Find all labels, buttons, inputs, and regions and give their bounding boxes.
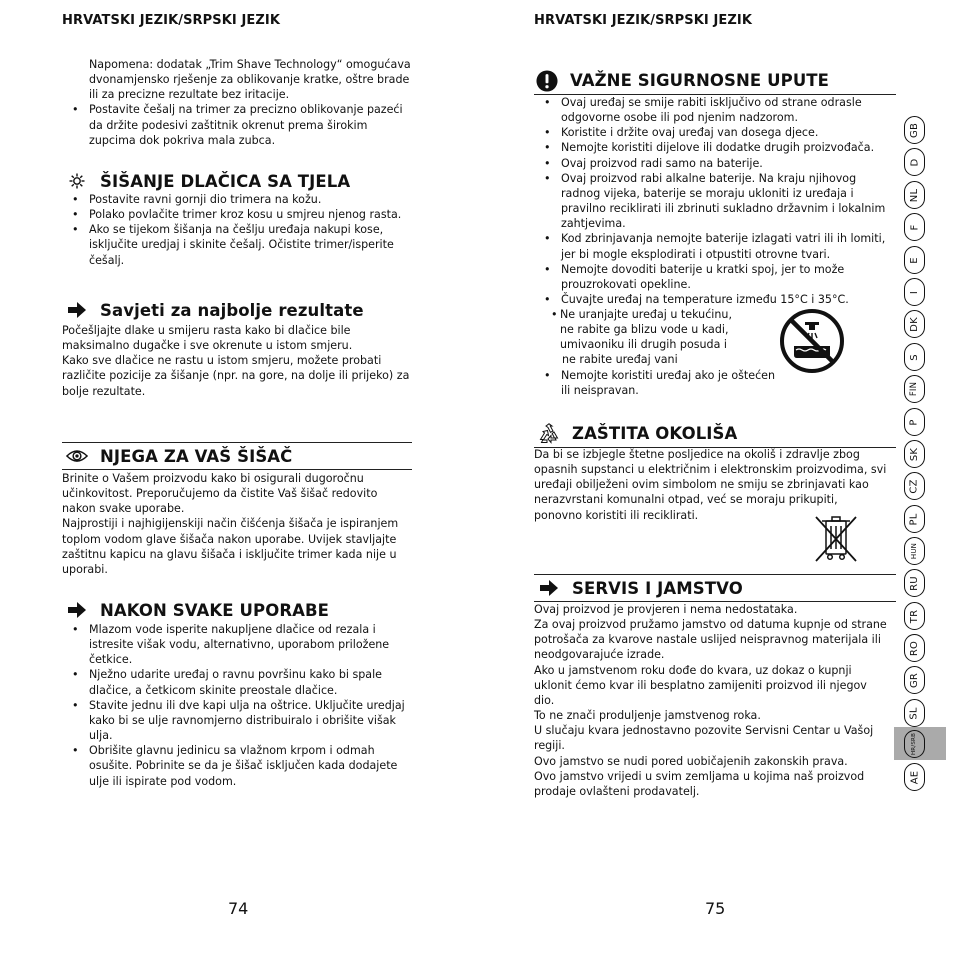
- paragraph: U slučaju kvara jednostavno pozovite Servisni Centar u Vašoj regiji.: [534, 724, 874, 753]
- intro-note-line: Napomena: dodatak „Trim Shave Technology“ omogućava: [89, 58, 411, 71]
- intro-bullets: [62, 102, 412, 147]
- safety-last-bullet: [534, 368, 784, 398]
- no-water-bath-icon: [779, 308, 845, 378]
- language-tab[interactable]: [904, 213, 925, 241]
- paragraph: Počešljajte dlake u smijeru rasta kako bi dlačice bile maksimalno dugačke i sve okrenute u istom smjeru.: [62, 324, 353, 353]
- recycle-icon: [538, 423, 560, 445]
- service-heading: [534, 574, 896, 602]
- list-item: • Postavite češalj na trimer za precizno oblikovanje pazeći da držite podesivi zaštitnik okrenut prema širokim zupcima dok pokriva mala zubca.: [62, 102, 412, 147]
- water-line: ne rabite ga blizu vode u kadi,: [560, 323, 729, 337]
- language-tab[interactable]: [904, 505, 925, 533]
- body-trim-bullets: [62, 192, 412, 268]
- safety-heading: [534, 67, 896, 95]
- language-tab-label: RO: [908, 640, 920, 656]
- paragraph: Ovaj proizvod je provjeren i nema nedostataka.: [534, 603, 798, 616]
- language-tab-label: S: [909, 353, 920, 361]
- arrow-right-icon: [538, 577, 560, 599]
- language-tab-label: CZ: [908, 478, 920, 494]
- section-title: Savjeti za najbolje rezultate: [100, 300, 364, 320]
- list-item: • Kod zbrinjavanja nemojte baterije izlagati vatri ili ih lomiti, jer bi mogle eksplodirati i otpustiti otrovne tvari.: [534, 231, 896, 261]
- language-tab-label: GB: [908, 122, 920, 138]
- paragraph: To ne znači produljenje jamstvenog roka.: [534, 709, 761, 723]
- language-tab[interactable]: [904, 440, 925, 468]
- language-tab-label: E: [909, 256, 920, 264]
- left-page: [62, 0, 412, 954]
- section-title: NJEGA ZA VAŠ ŠIŠAČ: [100, 446, 293, 466]
- language-tab-label: PL: [908, 512, 920, 526]
- language-tab-label: TR: [909, 609, 920, 623]
- language-tab[interactable]: [904, 634, 925, 662]
- paragraph: Ako u jamstvenom roku dođe do kvara, uz dokaz o kupnji uklonit ćemo kvar ili besplatno zamijeniti proizvod ili njegov dio.: [534, 663, 867, 707]
- right-page: [534, 0, 896, 954]
- list-item: • Nemojte dovoditi baterije u kratki spoj, jer to može prouzrokovati opekline.: [534, 262, 896, 292]
- list-item: • Ovaj proizvod radi samo na baterije.: [534, 156, 896, 171]
- language-tab-label: FIN: [909, 381, 920, 397]
- language-tabs: [894, 112, 946, 802]
- language-tab-label: RU: [908, 575, 920, 591]
- list-item: • Stavite jednu ili dve kapi ulja na oštrice. Uključite uredjaj kako bi se ulje ravnomjerno distribuiralo i obrišite višak ulja.: [62, 698, 412, 743]
- language-tab-label: F: [908, 224, 920, 230]
- list-item: • Obrišite glavnu jedinicu sa vlažnom krpom i odmah osušite. Pobrinite se da je šišač isključen kada dodajete ulje ili ispirate pod vodom.: [62, 743, 412, 788]
- paragraph: Najprostiji i najhigijenskiji način čišćenja šišača je ispiranjem toplom vodom glave šišača nakon uporabe. Uvijek stavljajte zaštitnu kapicu na glavu šišača i isključite trimer kada nije u uporabi.: [62, 517, 399, 576]
- section-title: NAKON SVAKE UPORABE: [100, 600, 330, 620]
- after-use-heading: [62, 598, 412, 622]
- section-title: ŠIŠANJE DLAČICA SA TJELA: [100, 171, 351, 191]
- language-tab[interactable]: [904, 246, 925, 274]
- intro-note-line: dvonamjensko rješenje za oblikovanje kratke, oštre brade: [89, 73, 410, 87]
- list-item: • Ovaj uređaj se smije rabiti isključivo od strane odrasle odgovorne osobe ili pod njenim nadzorom.: [534, 95, 896, 125]
- language-tab-label: HUN: [910, 542, 919, 560]
- paragraph: Ovo jamstvo vrijedi u svim zemljama u kojima naš proizvod prodaje ovlašteni prodavatelj.: [534, 769, 865, 798]
- language-tab-label: SK: [909, 447, 920, 461]
- language-tab[interactable]: [904, 278, 925, 306]
- language-tab[interactable]: [904, 699, 925, 727]
- tips-heading: [62, 298, 412, 322]
- language-tab[interactable]: [904, 148, 925, 176]
- language-tab[interactable]: [904, 763, 925, 791]
- paragraph: Da bi se izbjegle štetne posljedice na okoliš i zdravlje zbog opasnih supstanci u električnim i elektronskim proizvodima, svi uređaji obilježeni ovim simbolom ne smiju se zbrinjavati kao nerazvrstani komunalni otpad, već se moraju prikupiti, ponovno koristiti ili reciklirati.: [534, 448, 887, 522]
- page-number: 74: [228, 899, 249, 918]
- paragraph: Kako sve dlačice ne rastu u istom smjeru, možete probati različite pozicije za šišanje (npr. na gore, na dolje ili prijeko) za bolje rezultate.: [62, 354, 410, 398]
- tips-text: [62, 323, 412, 399]
- environment-text: [534, 447, 889, 523]
- list-item: • Postavite ravni gornji dio trimera na kožu.: [62, 192, 412, 207]
- paragraph: Brinite o Vašem proizvodu kako bi osigurali dugoročnu učinkovitost. Preporučujemo da čistite Vaš šišač redovito nakon svake uporabe.: [62, 472, 378, 516]
- language-tab[interactable]: [904, 181, 925, 209]
- language-tab-label: HR/SRB: [911, 732, 918, 756]
- language-tab[interactable]: [904, 343, 925, 371]
- list-item: • Koristite i držite ovaj uređaj van dosega djece.: [534, 125, 896, 140]
- water-line: umivaoniku ili drugih posuda i: [560, 338, 728, 352]
- list-item: • Nemojte koristiti dijelove ili dodatke drugih proizvođača.: [534, 140, 896, 155]
- language-tab[interactable]: [904, 537, 925, 565]
- sun-star-icon: [66, 170, 88, 192]
- list-item: • Mlazom vode isperite nakupljene dlačice od rezala i istresite višak vodu, alternativno, uporabom priložene četkice.: [62, 622, 412, 667]
- section-title: VAŽNE SIGURNOSNE UPUTE: [570, 71, 830, 90]
- list-item: • Polako povlačite trimer kroz kosu u smjreu njenog rasta.: [62, 207, 412, 222]
- language-tab-label: NL: [908, 188, 920, 202]
- section-title: SERVIS I JAMSTVO: [572, 578, 743, 598]
- paragraph: Ovo jamstvo se nudi pored uobičajenih zakonskih prava.: [534, 754, 848, 768]
- water-line: ne rabite uređaj vani: [562, 353, 678, 367]
- care-heading: [62, 442, 412, 470]
- warning-icon: [536, 70, 558, 92]
- page-number: 75: [705, 899, 726, 918]
- water-line: Ne uranjajte uređaj u tekućinu,: [560, 308, 732, 321]
- language-tab[interactable]: [904, 116, 925, 144]
- language-tab[interactable]: [904, 375, 925, 403]
- crossed-bin-icon: [812, 514, 860, 568]
- page-header: HRVATSKI JEZIK/SRPSKI JEZIK: [62, 13, 281, 28]
- language-tab-label: SL: [908, 706, 920, 720]
- language-tab[interactable]: [904, 569, 925, 597]
- body-trim-heading: [62, 169, 412, 193]
- after-use-bullets: [62, 622, 412, 789]
- bullet: •: [551, 308, 558, 321]
- care-text: [62, 471, 412, 577]
- list-item: • Ako se tijekom šišanja na češlju uređaja nakupi kose, isključite uredjaj i skinite češalj. Očistite trimer/isperite češalj.: [62, 222, 412, 267]
- language-tab[interactable]: [904, 408, 925, 436]
- arrow-right-icon: [66, 599, 88, 621]
- intro-note: [62, 57, 412, 148]
- intro-note-text: [62, 57, 412, 102]
- list-item: • Ovaj proizvod rabi alkalne baterije. Na kraju njihovog radnog vijeka, baterije se moraju ukloniti iz uređaja i pravilno reciklirati ili zbrinuti sukladno državnim i lokalnim zahtjevima.: [534, 171, 896, 232]
- arrow-right-icon: [66, 299, 88, 321]
- list-item: • Nježno udarite uređaj o ravnu površinu kako bi spale dlačice, a četkicom skinite preostale dlačice.: [62, 667, 412, 697]
- language-tab[interactable]: [904, 472, 925, 500]
- list-item: • Nemojte koristiti uređaj ako je oštećen ili neispravan.: [534, 368, 784, 398]
- list-item: • Čuvajte uređaj na temperature između 15°C i 35°C.: [534, 292, 896, 307]
- page-header: HRVATSKI JEZIK/SRPSKI JEZIK: [534, 13, 753, 28]
- language-tab-label: GR: [908, 672, 920, 688]
- language-tab-label: I: [909, 290, 920, 294]
- language-tab-label: D: [909, 158, 920, 166]
- language-tab-label: AE: [909, 770, 920, 784]
- language-tab[interactable]: [904, 310, 925, 338]
- intro-note-line: ili za precizne rezultate bez iritacije.: [89, 88, 290, 102]
- eye-icon: [66, 445, 88, 467]
- language-tab-label: DK: [908, 316, 920, 332]
- safety-bullets: [534, 95, 896, 307]
- language-tab[interactable]: [904, 602, 925, 630]
- language-tab[interactable]: [904, 666, 925, 694]
- service-text: [534, 602, 889, 799]
- language-tab-label: P: [908, 418, 920, 426]
- section-title: ZAŠTITA OKOLIŠA: [572, 424, 738, 443]
- language-tab-active[interactable]: [904, 730, 925, 758]
- environment-heading: [534, 420, 896, 448]
- paragraph: Za ovaj proizvod pružamo jamstvo od datuma kupnje od strane potrošača za kvarove nastale uslijed neispravnog materijala ili neodgovarajuće izrade.: [534, 618, 887, 662]
